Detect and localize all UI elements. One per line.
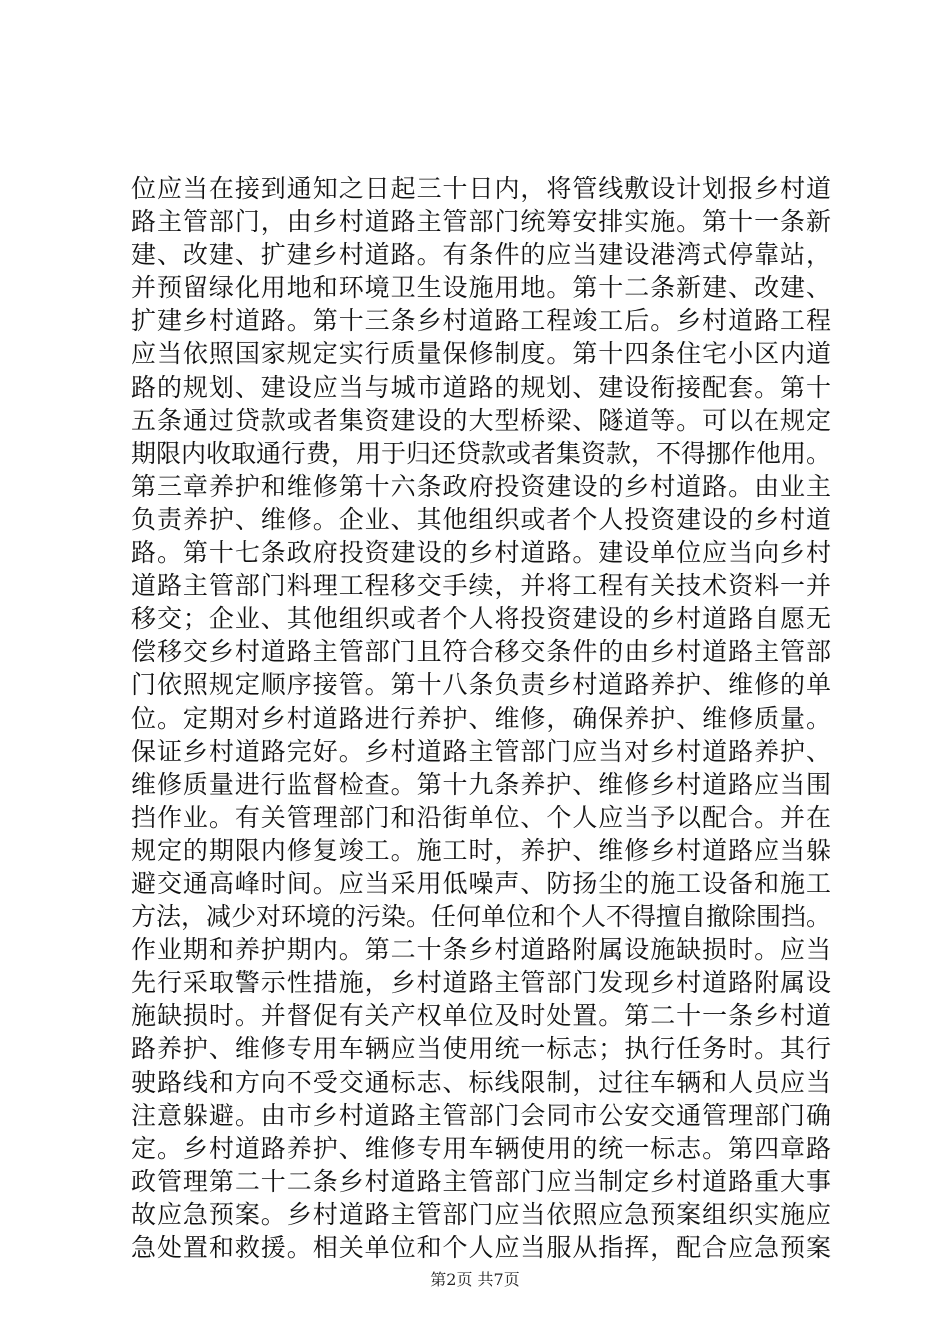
text-line: 注意躲避。由市乡村道路主管部门会同市公安交通管理部门确	[131, 1100, 831, 1130]
text-line: 避交通高峰时间。应当采用低噪声、防扬尘的施工设备和施工	[131, 868, 831, 898]
text-line: 五条通过贷款或者集资建设的大型桥梁、隧道等。可以在规定	[131, 405, 831, 435]
text-line: 偿移交乡村道路主管部门且符合移交条件的由乡村道路主管部	[131, 637, 831, 667]
text-line: 政管理第二十二条乡村道路主管部门应当制定乡村道路重大事	[131, 1166, 831, 1196]
text-line: 建、改建、扩建乡村道路。有条件的应当建设港湾式停靠站，	[131, 240, 831, 270]
page-footer: 第2页 共7页	[430, 1270, 520, 1289]
text-line: 路。第十七条政府投资建设的乡村道路。建设单位应当向乡村	[131, 538, 831, 568]
text-line: 应当依照国家规定实行质量保修制度。第十四条住宅小区内道	[131, 339, 831, 369]
text-line: 负责养护、维修。企业、其他组织或者个人投资建设的乡村道	[131, 504, 831, 534]
text-line: 路主管部门，由乡村道路主管部门统筹安排实施。第十一条新	[131, 207, 831, 237]
text-line: 道路主管部门料理工程移交手续，并将工程有关技术资料一并	[131, 571, 831, 601]
text-line: 并预留绿化用地和环境卫生设施用地。第十二条新建、改建、	[131, 273, 831, 303]
text-line: 作业期和养护期内。第二十条乡村道路附属设施缺损时。应当	[131, 935, 831, 965]
text-line: 位。定期对乡村道路进行养护、维修，确保养护、维修质量。	[131, 703, 831, 733]
text-line: 扩建乡村道路。第十三条乡村道路工程竣工后。乡村道路工程	[131, 306, 831, 336]
text-line: 急处置和救援。相关单位和个人应当服从指挥，配合应急预案	[131, 1233, 831, 1262]
text-line: 施缺损时。并督促有关产权单位及时处置。第二十一条乡村道	[131, 1001, 831, 1031]
text-line: 维修质量进行监督检查。第十九条养护、维修乡村道路应当围	[131, 769, 831, 799]
text-line: 门依照规定顺序接管。第十八条负责乡村道路养护、维修的单	[131, 670, 831, 700]
text-line: 位应当在接到通知之日起三十日内，将管线敷设计划报乡村道	[131, 174, 831, 203]
body-text	[131, 172, 831, 1264]
text-line: 第三章养护和维修第十六条政府投资建设的乡村道路。由业主	[131, 471, 831, 501]
text-line: 挡作业。有关管理部门和沿街单位、个人应当予以配合。并在	[131, 802, 831, 832]
text-line: 路养护、维修专用车辆应当使用统一标志；执行任务时。其行	[131, 1034, 831, 1064]
text-line: 期限内收取通行费，用于归还贷款或者集资款，不得挪作他用。	[131, 438, 832, 468]
text-line: 移交；企业、其他组织或者个人将投资建设的乡村道路自愿无	[131, 604, 831, 634]
text-line: 保证乡村道路完好。乡村道路主管部门应当对乡村道路养护、	[131, 736, 831, 766]
text-line: 路的规划、建设应当与城市道路的规划、建设衔接配套。第十	[131, 372, 831, 402]
text-line: 定。乡村道路养护、维修专用车辆使用的统一标志。第四章路	[131, 1133, 831, 1163]
text-line: 故应急预案。乡村道路主管部门应当依照应急预案组织实施应	[131, 1199, 831, 1229]
text-line: 方法，减少对环境的污染。任何单位和个人不得擅自撤除围挡。	[131, 902, 832, 932]
text-line: 驶路线和方向不受交通标志、标线限制，过往车辆和人员应当	[131, 1067, 831, 1097]
text-line: 规定的期限内修复竣工。施工时，养护、维修乡村道路应当躲	[131, 835, 831, 865]
text-line: 先行采取警示性措施，乡村道路主管部门发现乡村道路附属设	[131, 968, 831, 998]
